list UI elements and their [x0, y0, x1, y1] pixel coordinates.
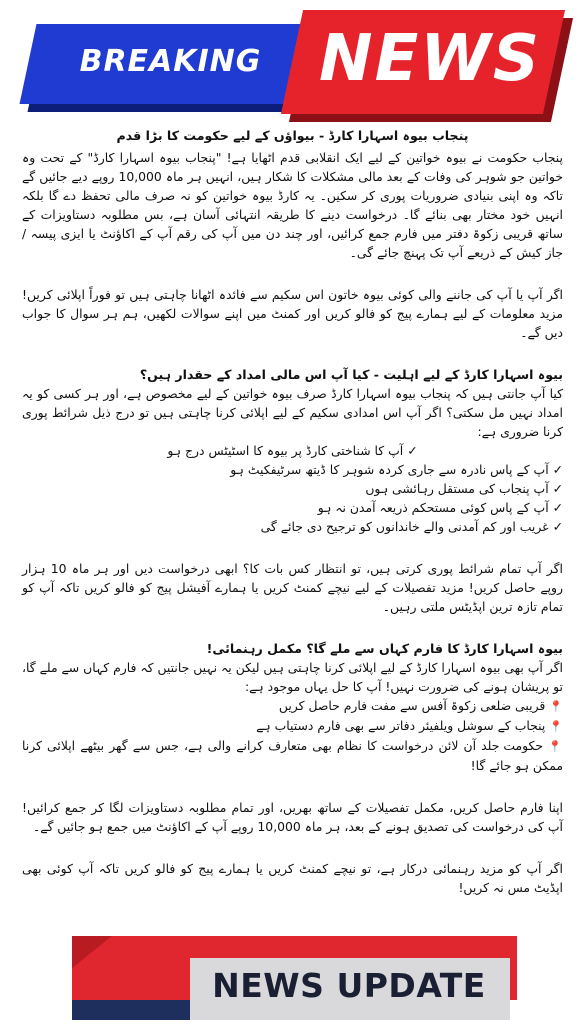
- location-pin-icon: 📍: [549, 720, 563, 733]
- form-location-list: [22, 696, 563, 775]
- check-icon: ✓: [552, 500, 563, 515]
- eligibility-item: ✓ آپ کے پاس نادرہ سے جاری کردہ شوہر کا ڈیتھ سرٹیفکیٹ ہو: [230, 462, 563, 477]
- check-icon: ✓: [552, 462, 563, 477]
- form-intro: اگر آپ بھی بیوہ اسہارا کارڈ کے لیے اپلائی کرنا چاہتی ہیں لیکن یہ نہیں جانتیں کہ فارم کہاں سے ملے گا، تو پریشان ہونے کی ضرورت نہیں! آپ کا حل یہاں موجود ہے:: [22, 660, 563, 694]
- submit-paragraph: اپنا فارم حاصل کریں، مکمل تفصیلات کے ساتھ بھریں، اور تمام مطلوبہ دستاویزات لگا کر جمع کرائیں! آپ کی درخواست کی تصدیق ہونے کے بعد، ہر ماہ 10,000 روپے آپ کے اکاؤنٹ میں جمع ہو جائیں گے۔: [22, 800, 563, 834]
- location-pin-icon: 📍: [548, 740, 564, 753]
- news-update-corner-shape: [72, 936, 112, 968]
- news-update-navy-stripe: [72, 1000, 192, 1020]
- eligibility-item: ✓ آپ کے پاس کوئی مستحکم ذریعہ آمدن نہ ہو: [317, 500, 563, 515]
- eligibility-intro: کیا آپ جانتی ہیں کہ پنجاب بیوہ اسہارا کارڈ صرف بیوہ خواتین کے لیے مخصوص ہے، اور ہر کسی کو یہ امداد نہیں مل سکتی؟ اگر آپ اس امدادی سکیم کے لیے اپلائی کرنا چاہتی ہیں تو درج ذیل شرائط پوری کرنا ضروری ہے:: [22, 386, 563, 439]
- conditions-paragraph: اگر آپ تمام شرائط پوری کرتی ہیں، تو انتظار کس بات کا؟ ابھی درخواست دیں اور ہر ماہ 10 ہزار روپے حاصل کریں! مزید تفصیلات کے لیے نیچے کمنٹ کریں یا ہمارے آفیشل پیج کو فالو کریں تاکہ آپ کو تمام تازہ ترین اپڈیٹس ملتی رہیں۔: [22, 561, 563, 614]
- news-update-banner: [0, 928, 585, 1024]
- check-icon: ✓: [552, 519, 563, 534]
- eligibility-item: ✓ آپ کا شناختی کارڈ پر بیوہ کا اسٹیٹس درج ہو: [167, 443, 418, 458]
- closing-paragraph: اگر آپ کو مزید رہنمائی درکار ہے، تو نیچے کمنٹ کریں یا ہمارے پیج کو فالو کریں تاکہ آپ کوئی بھی اپڈیٹ مس نہ کریں!: [22, 861, 563, 895]
- article-body: [22, 126, 563, 897]
- article-title: پنجاب بیوہ اسہارا کارڈ - بیواؤں کے لیے حکومت کا بڑا قدم: [116, 128, 469, 143]
- eligibility-heading: بیوہ اسہارا کارڈ کے لیے اہلیت - کیا آپ اس مالی امداد کے حقدار ہیں؟: [139, 367, 563, 382]
- intro-paragraph: پنجاب حکومت نے بیوہ خواتین کے لیے ایک انقلابی قدم اٹھایا ہے! "پنجاب بیوہ اسہارا کارڈ" کے تحت وہ خواتین جو شوہر کی وفات کے بعد مالی مشکلات کا شکار ہیں، انہیں ہر ماہ 10,000 روپے دیے جائیں گے تاکہ وہ اپنی بنیادی ضروریات پوری کر سکیں۔ یہ کارڈ بیوہ خواتین کو نہ صرف مالی تحفظ دے گا بلکہ انہیں خود مختار بھی بنائے گا۔ درخواست دینے کا طریقہ انتہائی آسان ہے، بس مطلوبہ دستاویزات کے ساتھ قریبی زکوۃ دفتر میں فارم جمع کرائیں، اور چند دن میں آپ کی رقم آپ کے اکاؤنٹ یا ایزی پیسہ / جاز کیش کے ذریعے آپ تک پہنچ جائے گی۔: [22, 150, 563, 260]
- form-location-item: 📍 حکومت جلد آن لائن درخواست کا نظام بھی متعارف کرانے والی ہے، جس سے گھر بیٹھے اپلائی کرنا ممکن ہو جائے گا!: [22, 738, 564, 773]
- check-icon: ✓: [407, 443, 418, 458]
- check-icon: ✓: [552, 481, 563, 496]
- breaking-label: BREAKING: [79, 44, 262, 79]
- news-update-label: NEWS UPDATE: [212, 966, 486, 1005]
- form-location-item: 📍 پنجاب کے سوشل ویلفیئر دفاتر سے بھی فارم دستیاب ہے: [256, 718, 563, 733]
- location-pin-icon: 📍: [549, 700, 563, 713]
- news-label: NEWS: [319, 22, 541, 96]
- eligibility-item: ✓ غریب اور کم آمدنی والے خاندانوں کو ترجیح دی جائے گی: [260, 519, 563, 534]
- eligibility-item: ✓ آپ پنجاب کی مستقل رہائشی ہوں: [365, 481, 563, 496]
- form-heading: بیوہ اسہارا کارڈ کا فارم کہاں سے ملے گا؟ مکمل رہنمائی!: [206, 641, 563, 656]
- form-location-item: 📍 قریبی ضلعی زکوۃ آفس سے مفت فارم حاصل کریں: [278, 698, 563, 713]
- eligibility-list: [22, 441, 563, 536]
- contact-paragraph: اگر آپ یا آپ کی جاننے والی کوئی بیوہ خاتون اس سکیم سے فائدہ اٹھانا چاہتی ہیں تو فوراً اپلائی کریں! مزید معلومات کے لیے ہمارے پیج کو فالو کریں اور کمنٹ میں اپنے سوالات لکھیں، ہم ہر سوال کا جواب دیں گے۔: [22, 287, 563, 340]
- breaking-news-banner: [0, 0, 585, 120]
